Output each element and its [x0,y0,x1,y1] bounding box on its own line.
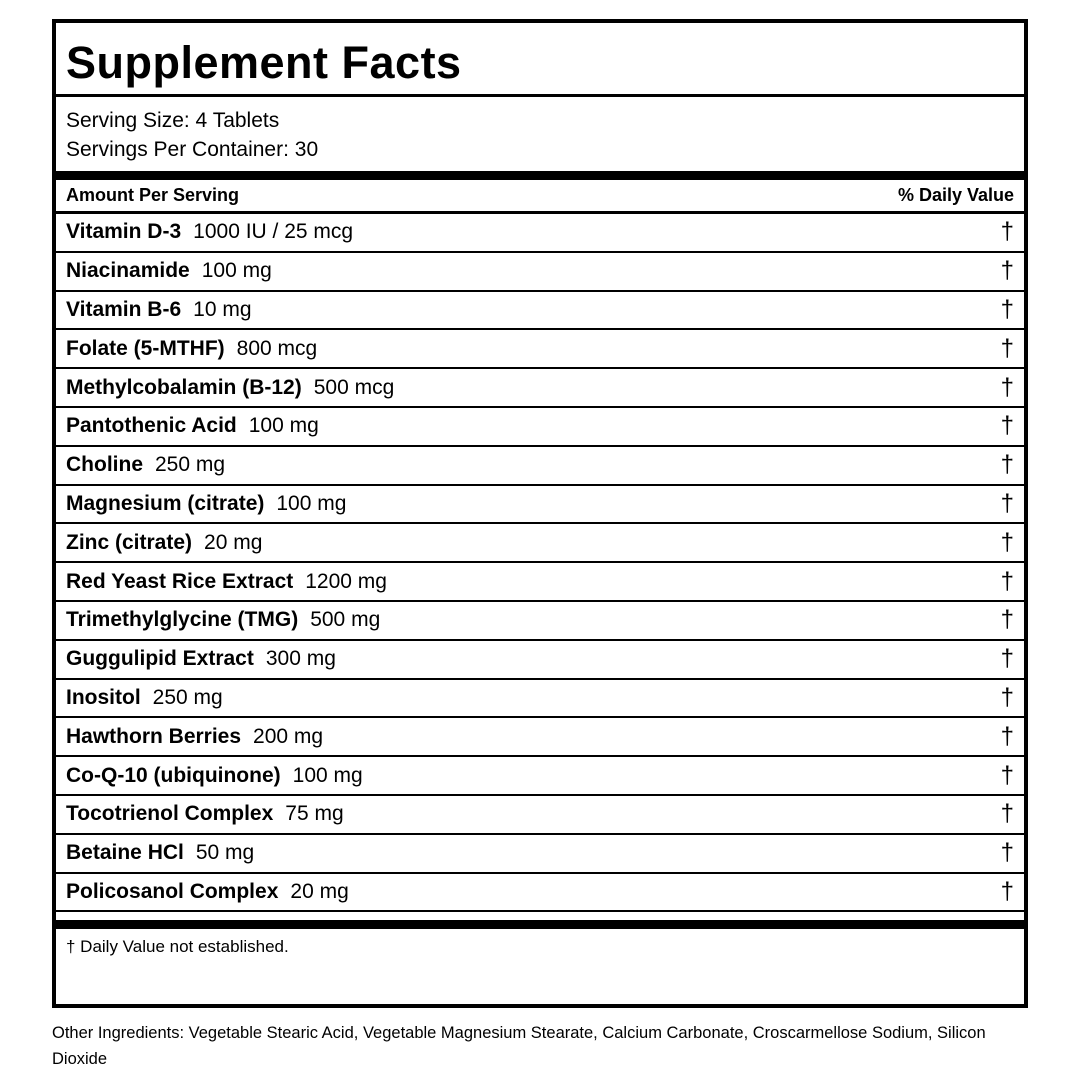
nutrient-info [66,376,394,400]
nutrient-info [66,880,349,904]
nutrient-name: Folate (5-MTHF) [66,336,225,360]
other-ingredients: Other Ingredients: Vegetable Stearic Acid, Vegetable Magnesium Stearate, Calcium Carbonate, Croscarmellose Sodium, Silicon Dioxide [52,1024,986,1068]
nutrient-name: Policosanol Complex [66,879,279,903]
daily-value-dagger: † [1000,295,1014,323]
nutrient-name: Magnesium (citrate) [66,491,265,515]
daily-value-dagger: † [1000,373,1014,401]
daily-value-dagger: † [1000,567,1014,595]
nutrient-name: Red Yeast Rice Extract [66,569,294,593]
nutrient-info [66,841,254,865]
nutrient-amount: 250 mg [155,453,226,477]
nutrient-amount: 1000 IU / 25 mcg [193,220,354,244]
daily-value-dagger: † [1000,606,1014,634]
nutrient-name: Hawthorn Berries [66,724,242,748]
supplement-facts-panel [52,19,1028,1008]
nutrient-info [66,531,262,555]
nutrient-row [56,253,1024,292]
nutrient-info [66,608,380,632]
daily-value-dagger: † [1000,218,1014,246]
thick-divider-bottom [56,920,1024,929]
nutrient-row [56,447,1024,486]
nutrient-row [56,563,1024,602]
nutrient-name: Niacinamide [66,259,190,283]
nutrient-info [66,337,317,361]
nutrient-name: Inositol [66,685,141,709]
nutrient-name: Betaine HCl [66,841,184,865]
daily-value-dagger: † [1000,839,1014,867]
panel-title: Supplement Facts [66,37,462,88]
daily-value-dagger: † [1000,800,1014,828]
daily-value-dagger: † [1000,761,1014,789]
nutrient-name: Vitamin D-3 [66,220,182,244]
column-header-row [56,180,1024,214]
nutrient-amount: 20 mg [204,530,263,554]
nutrient-info [66,647,336,671]
daily-value-dagger: † [1000,722,1014,750]
nutrient-row [56,641,1024,680]
nutrient-name: Pantothenic Acid [66,414,237,438]
daily-value-dagger: † [1000,683,1014,711]
daily-value-dagger: † [1000,334,1014,362]
serving-info [56,97,1024,171]
nutrient-info [66,259,272,283]
spacer [56,912,1024,920]
nutrient-amount: 300 mg [265,647,336,671]
daily-value-dagger: † [1000,489,1014,517]
nutrient-row [56,718,1024,757]
nutrient-name: Trimethylglycine (TMG) [66,608,299,632]
amount-per-serving-header: Amount Per Serving [66,185,240,205]
nutrient-row [56,292,1024,331]
daily-value-dagger: † [1000,528,1014,556]
nutrient-row [56,330,1024,369]
nutrient-row [56,796,1024,835]
daily-value-dagger: † [1000,257,1014,285]
nutrient-row [56,369,1024,408]
daily-value-dagger: † [1000,451,1014,479]
nutrient-info [66,570,387,594]
nutrient-amount: 500 mg [310,608,381,632]
nutrient-info [66,764,363,788]
nutrient-name: Zinc (citrate) [66,530,193,554]
nutrient-name: Choline [66,453,143,477]
nutrient-amount: 50 mg [195,841,255,865]
nutrient-info [66,220,353,244]
nutrient-row [56,835,1024,874]
nutrient-info [66,802,344,826]
nutrient-info [66,492,346,516]
nutrient-name: Co-Q-10 (ubiquinone) [66,763,281,787]
nutrient-row [56,602,1024,641]
title-block [56,23,1024,97]
nutrient-info [66,686,223,710]
serving-size: Serving Size: 4 Tablets [66,109,280,132]
nutrient-info [66,453,225,477]
nutrient-name: Tocotrienol Complex [66,802,274,826]
daily-value-dagger: † [1000,412,1014,440]
nutrient-amount: 75 mg [285,802,344,826]
nutrient-name: Vitamin B-6 [66,297,182,321]
nutrient-amount: 500 mcg [313,375,395,399]
daily-value-dagger: † [1000,877,1014,905]
nutrient-amount: 100 mg [276,491,347,515]
nutrient-row [56,680,1024,719]
thick-divider-top [56,171,1024,180]
nutrient-amount: 10 mg [193,297,252,321]
nutrient-amount: 100 mg [292,763,363,787]
nutrient-name: Guggulipid Extract [66,647,254,671]
nutrient-amount: 200 mg [253,724,324,748]
nutrient-info [66,298,252,322]
nutrient-info [66,725,323,749]
nutrient-info [66,414,319,438]
servings-per-container: Servings Per Container: 30 [66,138,319,161]
daily-value-dagger: † [1000,645,1014,673]
nutrient-row [56,486,1024,525]
footnote: † Daily Value not established. [66,937,289,957]
nutrient-list [56,214,1024,912]
nutrient-amount: 800 mcg [236,336,318,360]
nutrient-row [56,524,1024,563]
nutrient-row [56,214,1024,253]
nutrient-amount: 250 mg [152,685,223,709]
nutrient-name: Methylcobalamin (B-12) [66,375,302,399]
daily-value-header: % Daily Value [897,185,1014,205]
nutrient-amount: 100 mg [248,414,319,438]
nutrient-amount: 100 mg [201,259,272,283]
nutrient-amount: 1200 mg [305,569,387,593]
nutrient-row [56,874,1024,913]
nutrient-amount: 20 mg [290,879,349,903]
nutrient-row [56,757,1024,796]
nutrient-row [56,408,1024,447]
